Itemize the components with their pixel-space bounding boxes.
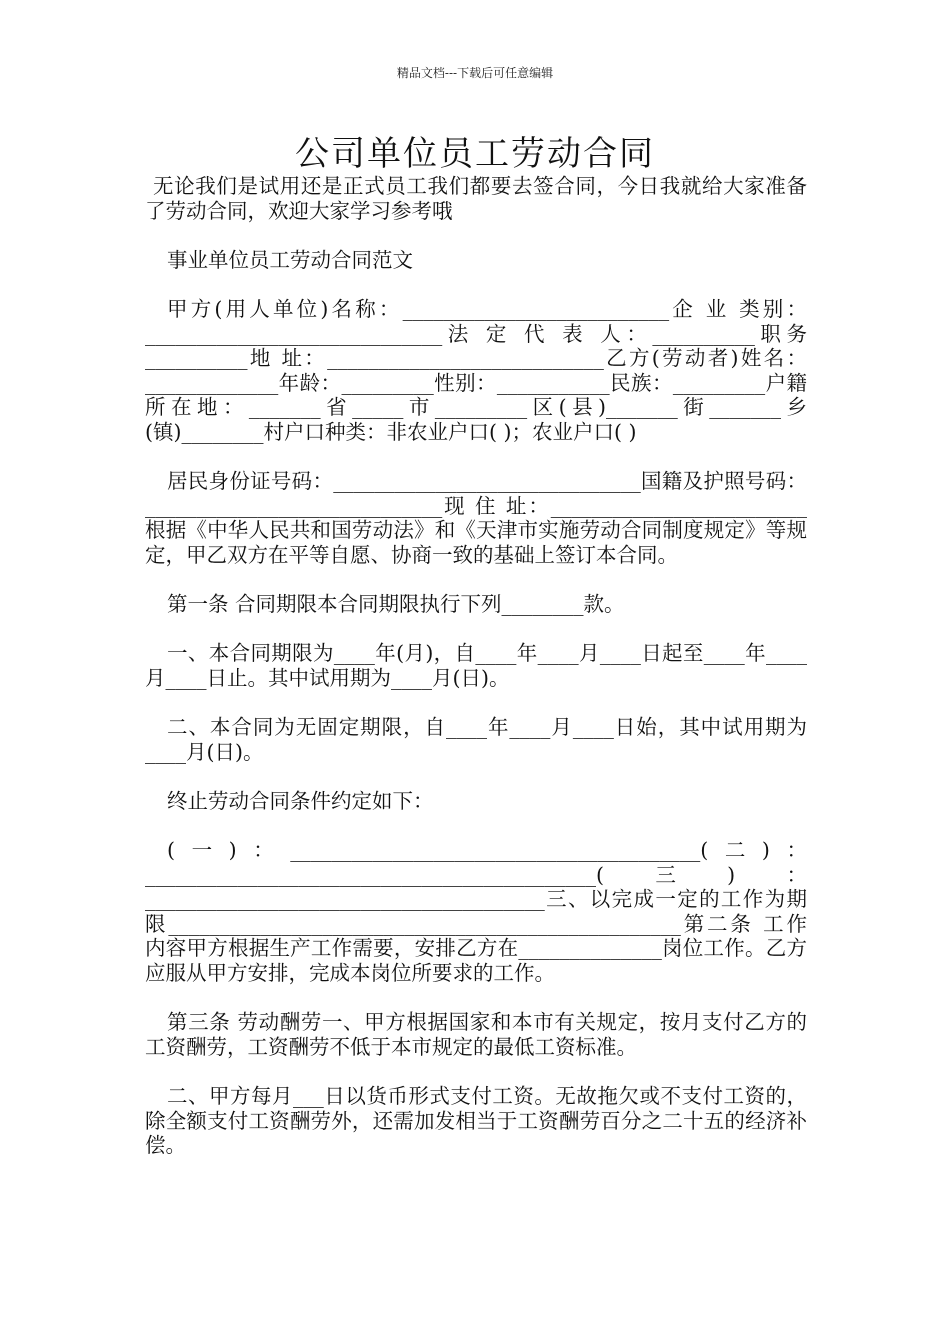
term-open-paragraph: 二、本合同为无固定期限，自____年____月____日始，其中试用期为____月(日)。 <box>145 715 807 764</box>
article-one-paragraph: 第一条 合同期限本合同期限执行下列________款。 <box>167 592 625 617</box>
term-fixed-paragraph: 一、本合同期限为____年(月)，自____年____月____日起至____年____月____日止。其中试用期为____月(日)。 <box>145 641 807 690</box>
article-three-paragraph: 第三条 劳动酬劳一、甲方根据国家和本市有关规定，按月支付乙方的工资酬劳，工资酬劳不低于本市规定的最低工资标准。 <box>145 1010 807 1059</box>
party-info-paragraph: 甲方(用人单位)名称：__________________________企 业 类别：_____________________________法 定 代 表 人：__________职务__________地 址：___________________________乙方(劳动者)姓名：_____________年龄：_________性别：___________民族：_________户籍所在地：_______省_____市_________区(县)_______街_______乡(镇)________村户口种类：非农业户口( )；农业户口( ) <box>145 296 807 444</box>
document-title: 公司单位员工劳动合同 <box>295 134 655 174</box>
intro-paragraph: 无论我们是试用还是正式员工我们都要去签合同，今日我就给大家准备了劳动合同，欢迎大家学习参考哦 <box>145 174 807 223</box>
termination-heading: 终止劳动合同条件约定如下： <box>167 788 434 813</box>
section-heading: 事业单位员工劳动合同范文 <box>167 247 413 272</box>
id-info-paragraph: 居民身份证号码：______________________________国籍及护照号码：_____________________________现 住 址：_________________________根据《中华人民共和国劳动法》和《天津市实施劳动合同制度规定》等规定，甲乙双方在平等自愿、协商一致的基础上签订本合同。 <box>145 469 807 567</box>
termination-conditions-paragraph: (一)：________________________________________(二)：____________________________________________(三)：_______________________________________三、以完成一定的工作为期限__________________________________________________第二条 工作内容甲方根据生产工作需要，安排乙方在______________岗位工作。乙方应服从甲方安排，完成本岗位所要求的工作。 <box>145 838 807 985</box>
document-body <box>145 174 807 1158</box>
wage-payment-paragraph: 二、甲方每月___日以货币形式支付工资。无故拖欠或不支付工资的，除全额支付工资酬劳外，还需加发相当于工资酬劳百分之二十五的经济补偿。 <box>145 1083 807 1158</box>
page-header: 精品文档---下载后可任意编辑 <box>396 66 554 80</box>
